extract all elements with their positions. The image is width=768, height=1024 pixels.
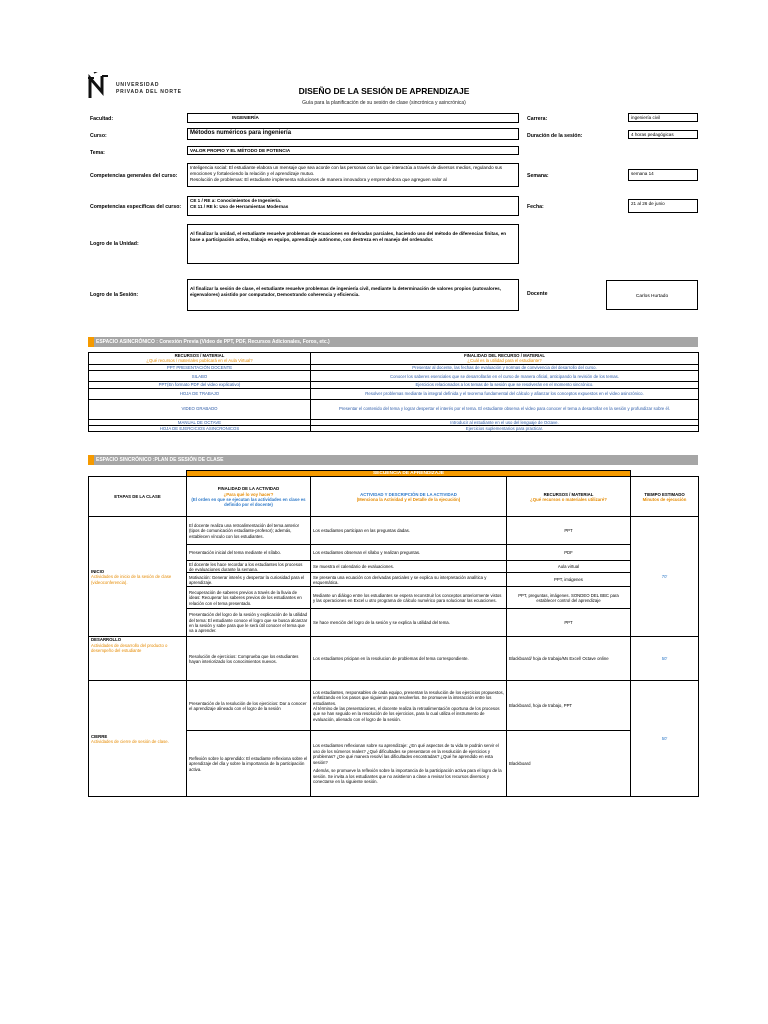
fecha-field: 21 al 26 de junio bbox=[628, 199, 698, 213]
asincronico-table bbox=[88, 352, 699, 432]
recurso-cell: PDF bbox=[507, 545, 631, 561]
sincronico-table bbox=[88, 470, 699, 797]
asin-finalidad: Presentar al docente, las fechas de evaluación y normas de convivencia del desarrollo del curso. bbox=[311, 364, 699, 370]
recurso-cell: PPT bbox=[507, 517, 631, 545]
finalidad-cell: Presentación del logro de la sesión y explicación de la utilidad del tema: El estudiante conoce el logro que se busca alcanzar en la sesión y sabe para que le será útil conocer el tema que va a aprender. bbox=[187, 609, 311, 637]
asin-finalidad: Presentar el contenido del tema y lograr despertar el interés por el tema. El estudiante observa el video para conocer el tema a desarrollar en la sesión y profundizar sobre él. bbox=[311, 399, 699, 419]
asin-col-finalidad-sub: ¿Cuál es la utilidad para el estudiante? bbox=[467, 358, 542, 364]
etapa-cierre-sub: Actividades de cierre de sesión de clase. bbox=[91, 738, 169, 744]
finalidad-cell: Reflexión sobre lo aprendido: El estudiante reflexiona sobre el aprendizaje del día y sobre la importancia de la participación activa. bbox=[187, 731, 311, 797]
competencia-general-1: Inteligencia social: El estudiante elabora un mensaje que sea acorde con las personas con las que interactúa a través de diversos medios, regulando sus emociones y fortaleciendo la relación y el aprendizaje mutuo. bbox=[190, 165, 503, 176]
fecha-label: Fecha: bbox=[527, 204, 544, 210]
section-accent bbox=[88, 455, 94, 465]
col-actividad-title: ACTIVIDAD Y DESCRIPCIÓN DE LA ACTIVIDAD bbox=[360, 491, 457, 497]
asin-recurso: PPT PRESENTACIÓN DOCENTE bbox=[89, 364, 311, 370]
etapa-desarrollo bbox=[89, 637, 187, 681]
asin-recurso: HOJA DE TRABAJO bbox=[89, 388, 311, 399]
actividad-cell: Se presenta una ecuación con derivadas parciales y se explica su interpretación analítica y esquemática. bbox=[311, 573, 507, 587]
etapa-cierre-title: CIERRE bbox=[91, 733, 108, 739]
logo-line-1: UNIVERSIDAD bbox=[116, 82, 160, 88]
competencias-generales-field bbox=[187, 163, 519, 187]
competencias-especificas-field bbox=[187, 196, 519, 216]
asin-col-recursos bbox=[89, 353, 311, 365]
asin-col-recursos-sub: ¿Qué recursos / materiales publicará en el Aula Virtual? bbox=[146, 358, 253, 364]
facultad-label: Facultad: bbox=[90, 116, 114, 122]
docente-label: Docente bbox=[527, 291, 548, 297]
page-title: DISEÑO DE LA SESIÓN DE APRENDIZAJE bbox=[298, 86, 470, 96]
recurso-cell: Blackboard/ hoja de trabajo/Ms Excel/ Octave online bbox=[507, 637, 631, 681]
actividad-cell: Los estudiantes observan el sílabo y realizan preguntas. bbox=[311, 545, 507, 561]
finalidad-cell: El docente les hace recordar a los estudiantes los procesos de evaluaciones durante la semana. bbox=[187, 561, 311, 573]
etapa-desarrollo-title: DESARROLLO bbox=[91, 637, 122, 643]
logro-sesion-label: Logro de la Sesión: bbox=[90, 292, 139, 298]
col-tiempo-sub: Minutos de ejecución bbox=[642, 496, 687, 502]
asincronico-bar-text: ESPACIO ASINCRÓNICO : Conexión Previa (Video de PPT, PDF, Recursos Adicionales, Foros, etc.) bbox=[96, 339, 330, 345]
docente-field: Carlos Hurtado bbox=[606, 280, 698, 310]
table-row bbox=[89, 637, 699, 681]
actividad-cell bbox=[311, 681, 507, 731]
finalidad-cell: Resolución de ejercicios: Comprueba que los estudiantes hayan interiorizado los conocimientos nuevos. bbox=[187, 637, 311, 681]
secuencia-header: SECUENCIA DE APRENDIZAJE bbox=[187, 471, 631, 477]
table-row bbox=[89, 517, 699, 545]
col-recursos-sub: ¿Qué recursos o materiales utilizaré? bbox=[530, 496, 607, 502]
actividad-cell: Los estudiantes pricipan en la resolucion de problemas del tema correspondiente. bbox=[311, 637, 507, 681]
recurso-cell: PPT bbox=[507, 609, 631, 637]
etapa-inicio-title: INICIO bbox=[91, 568, 105, 574]
logro-unidad-field: Al finalizar la unidad, el estudiante resuelve problemas de ecuaciones en derivadas parciales, haciendo uso del método de diferencias finitas, en base a participación activa, trabajo en equipo, aprendizaje autónomo, con destreza en el manejo del ordenador. bbox=[187, 224, 519, 264]
asin-finalidad: Ejercicios relacionados a los temas de la sesión que se resolverán en el momento sincrónico. bbox=[311, 382, 699, 388]
tema-field: VALOR PROPIO Y EL MÉTODO DE POTENCIA bbox=[187, 146, 519, 155]
page-subtitle: Guía para la planificación de su sesión de clase (sincrónica y asincrónica) bbox=[302, 100, 466, 106]
carrera-label: Carrera: bbox=[527, 116, 548, 122]
competencia-general-2: Resolución de problemas: El estudiante implementa soluciones de manera innovadora y emprendedora que agreguen valor al bbox=[190, 177, 447, 182]
semana-label: Semana: bbox=[527, 173, 549, 179]
asin-finalidad: Resolver problemas mediante la integral definida y el teorema fundamental del cálculo y afianzar los conceptos expuestos en el video asincrónico. bbox=[311, 388, 699, 399]
etapa-cierre bbox=[89, 681, 187, 797]
col-actividad-sub: (Menciona la Actividad y el Detalle de la ejecución) bbox=[356, 496, 461, 502]
asin-finalidad: Introducir al estudiante en el uso del lenguaje de Octave. bbox=[311, 419, 699, 425]
recurso-cell: Blackboard bbox=[507, 731, 631, 797]
sincronico-section-bar bbox=[88, 455, 698, 465]
actividad-cell: Se muestra el calendario de evaluaciones. bbox=[311, 561, 507, 573]
col-recursos-title: RECURSOS / MATERIAL bbox=[543, 491, 594, 497]
logo-line-2: PRIVADA DEL NORTE bbox=[116, 89, 182, 95]
table-row bbox=[89, 371, 699, 382]
duracion-field: 4 horas pedagógicas bbox=[628, 130, 698, 139]
actividad-cell: Se hace mención del logro de la sesión y se explica la utilidad del tema. bbox=[311, 609, 507, 637]
curso-field: Métodos numéricos para ingeniería bbox=[187, 128, 519, 140]
section-accent bbox=[88, 337, 94, 347]
actividad-part-2: Al término de las presentaciones, el docente realiza la retroalimentación oportuna de los procesos que se han seguido en la resolución de los ejercicios, para lo cual utiliza el instrumento de evaluación, alienado con el logro de la sesión. bbox=[313, 705, 500, 722]
col-actividad bbox=[311, 477, 507, 517]
actividad-cell: Mediante un diálogo entre los estudiantes se espera reconstruir los conceptos anteriormente vistos y las operaciones en Excel u otro programa de cálculo numérico para solucionar las ecuaciones. bbox=[311, 587, 507, 609]
recurso-cell: PPT, preguntas, imágenes. SONDEO DEL BBC para establecer control del aprendizaje bbox=[507, 587, 631, 609]
actividad-cell: Los estudiantes participan en las preguntas dadas. bbox=[311, 517, 507, 545]
recurso-cell: Aula virtual bbox=[507, 561, 631, 573]
col-finalidad-sub2: (El orden en que se ejecutan las actividades en clase es definido por el docente) bbox=[191, 496, 306, 508]
sincronico-bar-text: ESPACIO SINCRÓNICO :PLAN DE SESIÓN DE CLASE bbox=[96, 457, 224, 463]
tiempo-desarrollo: 50' bbox=[631, 637, 699, 681]
asincronico-section-bar bbox=[88, 337, 698, 347]
col-finalidad-title: FINALIDAD DE LA ACTIVIDAD bbox=[217, 486, 280, 492]
col-tiempo bbox=[631, 477, 699, 517]
finalidad-cell: Presentación inicial del tema mediante el sílabo. bbox=[187, 545, 311, 561]
etapa-inicio-sub: Actividades de inicio de la sesión de clase (videoconferencia). bbox=[91, 574, 172, 585]
asin-recurso: SILABO bbox=[89, 371, 311, 382]
actividad-part-1: Los estudiantes reflexionan sobre su aprendizaje: ¿En qué aspectos de tu vida te podrán servir el uso de los números reales? ¿Qué dificultades se presentaron en la resolución de ejercicios y problemas? ¿De qué manera resolví las dificultades encontradas? ¿Qué he aprendido en esta sesión? bbox=[313, 743, 499, 765]
tiempo-inicio: 70' bbox=[631, 517, 699, 637]
facultad-field: INGENIERÍA bbox=[187, 113, 519, 123]
tiempo-cierre: 50' bbox=[631, 681, 699, 797]
table-row bbox=[89, 681, 699, 731]
asin-finalidad: Ejercicios suplementarios para practicar. bbox=[311, 426, 699, 432]
col-finalidad bbox=[187, 477, 311, 517]
col-tiempo-title: TIEMPO ESTIMADO bbox=[644, 491, 685, 497]
col-etapas: ETAPAS DE LA CLASE bbox=[89, 477, 187, 517]
competencias-generales-label: Competencias generales del curso: bbox=[90, 173, 178, 179]
competencia-especifica-2: CE 11 / RE k: Uso de Herramientas Modernas bbox=[190, 204, 289, 209]
curso-label: Curso: bbox=[90, 133, 107, 139]
tema-label: Tema: bbox=[90, 150, 105, 156]
recurso-cell: Blackboard, hoja de trabajo, PPT bbox=[507, 681, 631, 731]
finalidad-cell: Recuperación de saberes previos a través de la lluvia de ideas: Recuperar los saberes previos de los estudiantes en relación con el tema presentado. bbox=[187, 587, 311, 609]
finalidad-cell: Presentación de la resolución de los ejercicios: Dar a conocer el aprendizaje alineado con el logro de la sesión bbox=[187, 681, 311, 731]
carrera-field: ingeniería civil bbox=[628, 113, 698, 122]
duracion-label: Duración de la sesión: bbox=[527, 133, 583, 139]
asin-col-finalidad-title: FINALIDAD DEL RECURSO / MATERIAL bbox=[463, 353, 545, 358]
actividad-part-1: Los estudiantes, responsables de cada equipo, presentan la resolución de los ejercicios propuestos, enfatizando en los pasos que siguieron para resolverlos. Se promueve la interacción entre los estudiantes. bbox=[313, 689, 504, 706]
competencias-especificas-label: Competencias específicas del curso: bbox=[90, 204, 182, 210]
asin-col-finalidad bbox=[311, 353, 699, 365]
sincronico-header-row bbox=[89, 477, 699, 517]
col-recursos bbox=[507, 477, 631, 517]
asin-recurso: VIDEO GRABADO bbox=[89, 399, 311, 419]
asin-recurso: HOJA DE EJERCICIOS ASINCRONICOS bbox=[89, 426, 311, 432]
logro-unidad-label: Logro de la Unidad: bbox=[90, 241, 139, 247]
asin-recurso: PPT(En formato PDF del video explicativo) bbox=[89, 382, 311, 388]
finalidad-cell: Motivación: Generar interés y despertar la curiosidad para el aprendizaje. bbox=[187, 573, 311, 587]
asin-finalidad: Conocer los saberes esenciales que se desarrollarán en el curso de manera oficial, anticipando la revisión de los temas. bbox=[311, 371, 699, 382]
asincronico-header-row bbox=[89, 353, 699, 365]
table-row bbox=[89, 388, 699, 399]
asin-col-recursos-title: RECURSOS / MATERIAL bbox=[174, 353, 225, 358]
logro-sesion-field: Al finalizar la sesión de clase, el estudiante resuelve problemas de ingeniería civil, mediante la determinación de valores propios (autovalores, eigenvalores) asistido por computador, Demostrando coherencia y eficiencia. bbox=[187, 279, 519, 311]
actividad-part-2: Además, se promueve la reflexión sobre la importancia de la participación activa para el logro de la sesión. Se invita a los estudiantes que no asistieron a clase a revisar los recursos diversos y conectarse en la siguiente sesión. bbox=[313, 768, 502, 784]
semana-field: semana 14 bbox=[628, 169, 698, 181]
table-row bbox=[89, 426, 699, 432]
asin-recurso: MANUAL DE OCTAVE bbox=[89, 419, 311, 425]
finalidad-cell: El docente realiza una retroalimentación del tema anterior (tipos de comunicación estudiante-profesor); además, establecen vínculo con los estudiantes. bbox=[187, 517, 311, 545]
etapa-inicio bbox=[89, 517, 187, 637]
etapa-desarrollo-sub: Actividades de desarrollo del producto o desempeño del estudiante bbox=[91, 642, 168, 654]
recurso-cell: PPT, imágenes bbox=[507, 573, 631, 587]
col-finalidad-sub1: ¿Para qué lo voy hacer? bbox=[223, 491, 274, 497]
competencia-especifica-1: CE 1 / RE a: Conocimientos de Ingeniería. bbox=[190, 198, 282, 203]
table-row bbox=[89, 399, 699, 419]
actividad-cell bbox=[311, 731, 507, 797]
